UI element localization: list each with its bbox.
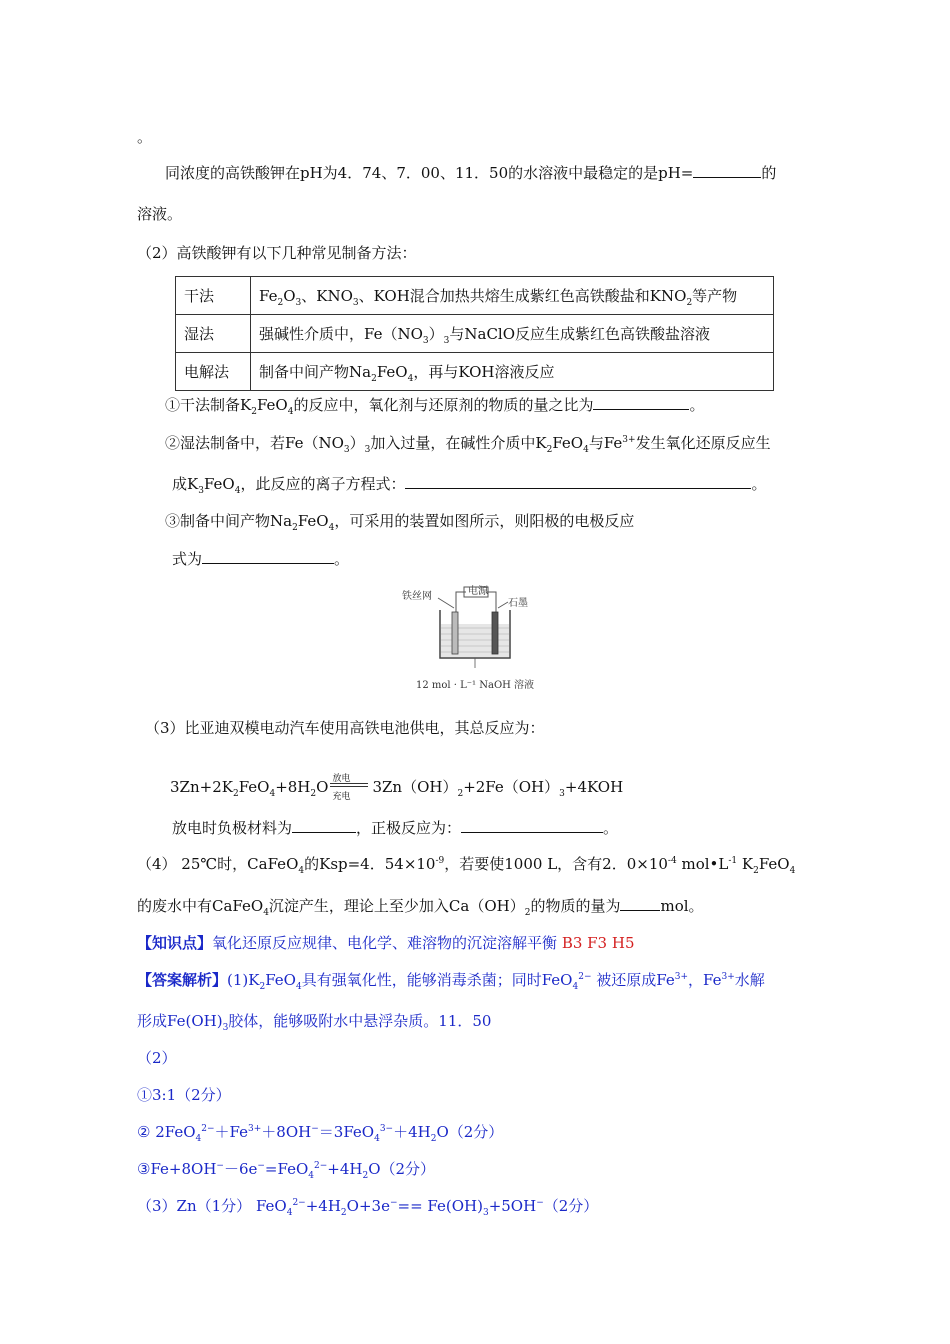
figure-bottom-label: 12 mol · L⁻¹ NaOH 溶液	[416, 680, 535, 691]
q2-intro: （2）高铁酸钾有以下几种常见制备方法：	[137, 244, 417, 262]
cathode-reaction-blank[interactable]	[461, 818, 603, 833]
anode-material-blank[interactable]	[292, 818, 356, 833]
method-name: 干法	[176, 277, 251, 315]
q2-item3-line2: 式为 。	[172, 550, 350, 568]
method-name: 电解法	[176, 353, 251, 391]
answer-2-head: （2）	[137, 1049, 177, 1067]
ionic-equation-blank[interactable]	[405, 474, 751, 489]
anode-reaction-blank[interactable]	[202, 549, 334, 564]
q2-item2-line1: ②湿法制备中，若$Fe(NO_3)_3$加入过量，在碱性介质中$K_2FeO_4$与$Fe^{3+}$发生氧化还原反应生	[165, 434, 771, 455]
q2-item3-line1: ③制备中间产物$Na_2FeO_4$，可采用的装置如图所示，则阳极的电极反应	[165, 512, 635, 533]
figure-left-label: 铁丝网	[402, 591, 432, 602]
table-row	[176, 353, 774, 391]
knowledge-point	[137, 933, 635, 953]
amount-answer-blank[interactable]	[620, 896, 660, 911]
q3-question: 放电时负极材料为 ，正极反应为： 。	[172, 819, 619, 837]
table-row	[176, 315, 774, 353]
analysis-line1: 【答案解析】$(1)K_2FeO_4$具有强氧化性，能够消毒杀菌；同时FeO$_4^{2-}$ 被还原成$Fe^{3+}$，$Fe^{3+}$水解	[137, 971, 765, 992]
iron-mesh-electrode	[452, 612, 458, 654]
method-desc: 制备中间产物$Na_2FeO_4$，再与KOH溶液反应	[251, 353, 774, 391]
top-mark: 。	[137, 128, 153, 146]
figure-right-label: 石墨	[508, 598, 528, 609]
method-name: 湿法	[176, 315, 251, 353]
q4-line1: （4） 25℃时，CaFeO$_4$的Ksp=4．$54\times 10^{-9}$，若要使1000 L，含有2．$0\times 10^{-4}$ $mol•L^{-1}$ $K_2FeO_4$	[137, 855, 796, 876]
graphite-electrode	[492, 612, 498, 654]
knowledge-codes: B3 F3 H5	[561, 934, 635, 952]
answer-2-1: ①3:1（2分）	[137, 1086, 231, 1104]
electrolysis-apparatus-figure	[398, 584, 538, 696]
q2-item2-line2: 成$K_3FeO_4$，此反应的离子方程式： 。	[172, 475, 767, 496]
reversible-arrow: 放电 充电	[330, 775, 370, 801]
q2-item1: ①干法制备$K_2FeO_4$的反应中，氧化剂与还原剂的物质的量之比为 。	[165, 396, 705, 417]
answer-2-3: $③Fe+8OH^--6e^-=FeO_4^{2-}+4H_2O(2$分）	[137, 1160, 436, 1181]
figure-power-label: 电源	[468, 586, 488, 597]
q4-line2: 的废水中有CaFeO$_4$沉淀产生，理论上至少加入$Ca(OH)_2$的物质的量为 mol。	[137, 897, 704, 918]
ph-answer-blank[interactable]	[693, 163, 761, 178]
table-row	[176, 277, 774, 315]
preparation-methods-table	[175, 276, 774, 391]
knowledge-text: 氧化还原反应规律、电化学、难溶物的沉淀溶解平衡	[212, 934, 558, 952]
para1-line2: 溶液。	[137, 205, 183, 223]
knowledge-tag: 【知识点】	[137, 934, 213, 952]
answer-3: （3）Zn（1分） $FeO_4^{2-}+4H_2O+3e^-== Fe(OH)_3+5OH^-(2$分）	[137, 1197, 599, 1218]
analysis-line2: 形成$Fe(OH)_3$胶体，能够吸附水中悬浮杂质。11．50	[137, 1012, 492, 1033]
ratio-answer-blank[interactable]	[593, 395, 689, 410]
answer-2-2: ② $2FeO_4^{2-}+Fe^{3+}+8OH^-=3FeO_4^{3-}+4H_2O(2$分）	[137, 1123, 504, 1144]
q3-intro: （3）比亚迪双模电动汽车使用高铁电池供电，其总反应为：	[145, 719, 545, 737]
analysis-tag: 【答案解析】	[137, 971, 228, 989]
method-desc: $Fe_2O_3$、$KNO_3$、KOH混合加热共熔生成紫红色高铁酸盐和$KNO_2$等产物	[251, 277, 774, 315]
q3-equation: $3Zn+2K_2FeO_4+8H_2O$ 放电 充电 $3Zn(OH)_2+2Fe(OH)_3+4KOH$	[170, 774, 624, 802]
method-desc: 强碱性介质中，$Fe(NO_3)_3$与NaClO反应生成紫红色高铁酸盐溶液	[251, 315, 774, 353]
para1-text-a: 同浓度的高铁酸钾在pH为4．74、7．00、11．50的水溶液中最稳定的是pH=	[165, 164, 694, 182]
para1-line1	[165, 163, 776, 183]
para1-text-b: 的	[761, 164, 777, 182]
